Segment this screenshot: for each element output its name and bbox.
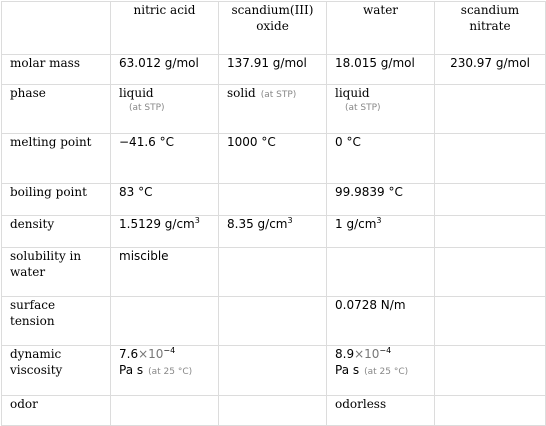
density-exponent: 3 — [376, 216, 382, 225]
density-scandium-oxide — [219, 216, 327, 248]
boiling-point-water: 99.9839 °C — [327, 184, 435, 216]
row-odor — [2, 396, 546, 426]
solubility-water — [327, 248, 435, 297]
row-molar-mass — [2, 55, 546, 85]
phase-scandium-oxide — [219, 85, 327, 134]
col-header-nitric-acid: nitric acid — [111, 2, 219, 55]
viscosity-water — [327, 346, 435, 396]
row-boiling-point — [2, 184, 546, 216]
phase-value: liquid — [119, 86, 154, 100]
row-solubility — [2, 248, 546, 297]
viscosity-unit: Pa s — [119, 363, 144, 377]
molar-mass-scandium-nitrate: 230.97 g/mol — [435, 55, 546, 85]
boiling-point-scandium-oxide — [219, 184, 327, 216]
col-header-scandium-nitrate: scandium nitrate — [435, 2, 546, 55]
col-header-water: water — [327, 2, 435, 55]
surface-tension-scandium-oxide — [219, 297, 327, 346]
row-surface-tension — [2, 297, 546, 346]
phase-note: (at STP) — [345, 103, 381, 113]
col-header-scandium-oxide: scandium(III) oxide — [219, 2, 327, 55]
row-label: phase — [2, 85, 111, 134]
density-scandium-nitrate — [435, 216, 546, 248]
solubility-scandium-nitrate — [435, 248, 546, 297]
viscosity-unit: Pa s — [335, 363, 360, 377]
odor-nitric-acid — [111, 396, 219, 426]
surface-tension-nitric-acid — [111, 297, 219, 346]
header-row — [2, 2, 546, 55]
phase-note: (at STP) — [129, 103, 165, 113]
row-density — [2, 216, 546, 248]
molar-mass-scandium-oxide: 137.91 g/mol — [219, 55, 327, 85]
row-label: dynamic viscosity — [2, 346, 111, 396]
viscosity-exponent: −4 — [379, 346, 392, 355]
row-label: density — [2, 216, 111, 248]
row-label: boiling point — [2, 184, 111, 216]
boiling-point-nitric-acid: 83 °C — [111, 184, 219, 216]
row-label: melting point — [2, 134, 111, 184]
times-ten: ×10 — [138, 347, 164, 361]
row-label: molar mass — [2, 55, 111, 85]
odor-scandium-oxide — [219, 396, 327, 426]
viscosity-note: (at 25 °C) — [364, 367, 409, 377]
density-water — [327, 216, 435, 248]
molar-mass-nitric-acid: 63.012 g/mol — [111, 55, 219, 85]
density-value: 8.35 g/cm — [227, 217, 288, 231]
viscosity-mantissa: 7.6 — [119, 347, 139, 361]
row-label: surface tension — [2, 297, 111, 346]
viscosity-scandium-nitrate — [435, 346, 546, 396]
melting-point-scandium-oxide: 1000 °C — [219, 134, 327, 184]
density-exponent: 3 — [194, 216, 200, 225]
phase-nitric-acid — [111, 85, 219, 134]
melting-point-water: 0 °C — [327, 134, 435, 184]
surface-tension-water: 0.0728 N/m — [327, 297, 435, 346]
density-nitric-acid — [111, 216, 219, 248]
viscosity-nitric-acid — [111, 346, 219, 396]
viscosity-note: (at 25 °C) — [148, 367, 193, 377]
times-ten: ×10 — [354, 347, 380, 361]
row-label: odor — [2, 396, 111, 426]
phase-value: liquid — [335, 86, 370, 100]
surface-tension-scandium-nitrate — [435, 297, 546, 346]
phase-note: (at STP) — [260, 90, 297, 100]
molar-mass-water: 18.015 g/mol — [327, 55, 435, 85]
density-value: 1 g/cm — [335, 217, 377, 231]
melting-point-nitric-acid: −41.6 °C — [111, 134, 219, 184]
row-label: solubility in water — [2, 248, 111, 297]
phase-value: solid — [227, 86, 256, 100]
solubility-scandium-oxide — [219, 248, 327, 297]
density-exponent: 3 — [287, 216, 293, 225]
phase-scandium-nitrate — [435, 85, 546, 134]
corner-cell — [2, 2, 111, 55]
row-phase — [2, 85, 546, 134]
boiling-point-scandium-nitrate — [435, 184, 546, 216]
viscosity-scandium-oxide — [219, 346, 327, 396]
row-melting-point — [2, 134, 546, 184]
row-dynamic-viscosity — [2, 346, 546, 396]
solubility-nitric-acid: miscible — [111, 248, 219, 297]
viscosity-exponent: −4 — [163, 346, 176, 355]
density-value: 1.5129 g/cm — [119, 217, 195, 231]
odor-water: odorless — [327, 396, 435, 426]
odor-scandium-nitrate — [435, 396, 546, 426]
viscosity-mantissa: 8.9 — [335, 347, 355, 361]
properties-table — [1, 1, 546, 426]
phase-water — [327, 85, 435, 134]
melting-point-scandium-nitrate — [435, 134, 546, 184]
